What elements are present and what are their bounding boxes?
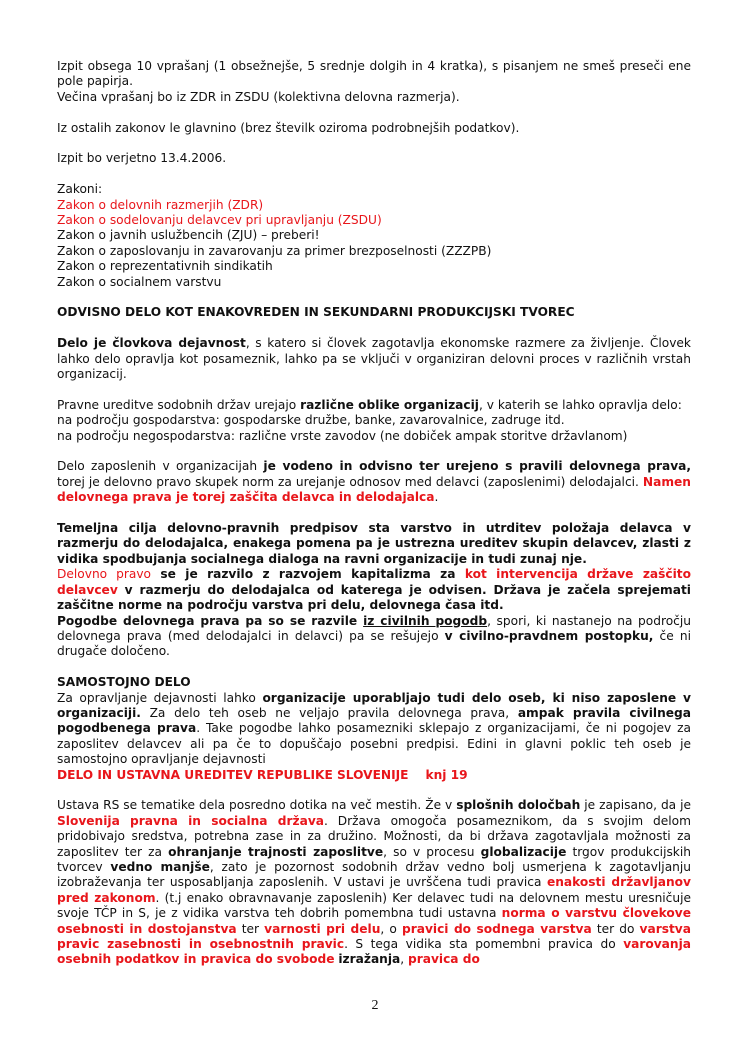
red-bold-phrase: norma o varstvu človekove osebnosti in dostojanstva [57, 906, 691, 936]
exam-date: Izpit bo verjetno 13.4.2006. [57, 151, 227, 166]
red-bold-phrase: varnosti pri delu [264, 921, 381, 936]
text: je zapisano, da je [580, 798, 691, 813]
red-phrase: Delovno pravo [57, 567, 152, 582]
text: Delo zaposlenih v organizacijah [57, 459, 264, 474]
exam-scope: Izpit obsega 10 vprašanj (1 obsežnejše, 5 srednje dolgih in 4 kratka), s pisanjem ne smeš preseči ene pole papirja. [57, 59, 691, 89]
bold-phrase: izražanja [338, 952, 401, 967]
paragraph [57, 614, 691, 660]
red-bold-phrase: kot intervencija države zaščito delavcev [57, 567, 691, 597]
bold-phrase: ampak pravila civilnega pogodbenega prava [57, 705, 691, 736]
text: . (t.j enako obravnavanje zaposlenih) Ker delavec tudi na delovnem mestu uresničuje svoje TČP in S, je z vidika varstva teh dobrih pomembna tudi ustavna [57, 890, 691, 921]
text: trgov produkcijskih tvorcev [57, 844, 691, 874]
red-bold-phrase: Slovenija pravna in socialna država [57, 813, 324, 828]
list-line: na področju gospodarstva: gospodarske družbe, banke, zavarovalnice, zadruge itd. [57, 413, 565, 428]
law-item: Zakon o reprezentativnih sindikatih [57, 259, 273, 274]
paragraph [57, 336, 691, 382]
paragraph [57, 691, 691, 768]
red-bold-phrase: pravica do [408, 952, 480, 967]
underlined-phrase: iz civilnih pogodb [363, 613, 488, 628]
text: , s katero si človek zagotavlja ekonomske razmere za življenje. Človek lahko delo opravlja kot posameznik, lahko pa se vključi v organiziran delovni proces v različnih vrstah organizacij. [57, 336, 691, 382]
document-page [57, 59, 691, 968]
text: , spori, ki nastanejo na področju delovnega prava (med delodajalci in delavci) pa se rešujejo [57, 613, 691, 643]
text: Za delo teh oseb ne veljajo pravila delovnega prava, [140, 705, 518, 720]
text: Ustava RS se tematike dela posredno dotika na več mestih. Že v [57, 798, 457, 813]
laws-heading: Zakoni: [57, 182, 103, 197]
bold-phrase: v razmerju do delodajalca od katerega je odvisen. Država je začela sprejemati zaščitne norme na področju varstva pri delu, delovnega časa itd. [57, 582, 691, 613]
section-heading-text: SAMOSTOJNO DELO [57, 675, 191, 690]
exam-main-laws: Večina vprašanj bo iz ZDR in ZSDU (kolektivna delovna razmerja). [57, 89, 460, 104]
page-number: 2 [371, 998, 379, 1013]
text: torej je delovno pravo skupek norm za urejanje odnosov med delavci (zaposlenimi) delodajalci. [57, 474, 643, 489]
law-item: Zakon o sodelovanju delavcev pri upravljanju (ZSDU) [57, 213, 382, 228]
paragraph [57, 798, 691, 967]
section-heading [57, 675, 691, 690]
text: . S tega vidika sta pomembni pravica do [344, 937, 624, 951]
red-bold-phrase: varstva pravic zasebnosti in osebnostnih pravic [57, 921, 691, 951]
bold-phrase: Delo je človkova dejavnost [57, 336, 246, 351]
text: . [434, 490, 439, 505]
law-item: Zakon o javnih uslužbencih (ZJU) – preberi! [57, 228, 320, 243]
section-heading [57, 768, 691, 783]
law-item: Zakon o delovnih razmerjih (ZDR) [57, 197, 264, 212]
text: ter do [591, 921, 640, 936]
bold-phrase: je vodeno in odvisno ter urejeno s pravili delovnega prava, [263, 459, 691, 474]
bold-phrase: Temeljna cilja delovno-pravnih predpisov sta varstvo in utrditev položaja delavca v razmerju do delodajalca, enakega pomena pa je ustrezna ureditev skupin delavcev, zlasti z vidika spodbujanja socialnega dialoga na ravni organizacije in tudi zunaj nje. [57, 521, 691, 566]
text: Pravne ureditve sodobnih držav urejajo [57, 397, 301, 412]
section-heading [57, 305, 691, 320]
bold-phrase: različne oblike organizacij [300, 397, 479, 412]
bold-phrase: splošnih določbah [456, 798, 581, 813]
red-bold-phrase: pravici do sodnega varstva [401, 921, 592, 936]
section-heading-text: DELO IN USTAVNA UREDITEV REPUBLIKE SLOVENIJE knj 19 [57, 767, 468, 782]
paragraph [57, 567, 691, 613]
text: , so v procesu [383, 844, 481, 859]
text: Za opravljanje dejavnosti lahko [57, 690, 263, 705]
text: ter [236, 921, 265, 936]
paragraph [57, 521, 691, 567]
red-bold-phrase: varovanja osebnih podatkov in pravica do svobode [57, 937, 691, 967]
text: . Država omogoča posameznikom, da s svojim delom pridobivajo sredstva, potrebna zase in za družino. Možnosti, da bi država zagotavljala možnosti za zaposlitev ter za [57, 813, 691, 859]
bold-phrase: se je razvilo z razvojem kapitalizma za [151, 567, 465, 582]
text: če ni drugače določeno. [57, 628, 691, 659]
bold-phrase: vedno manjše [110, 859, 210, 874]
paragraph [57, 398, 691, 413]
exam-other-laws: Iz ostalih zakonov le glavnino (brez številk oziroma podrobnejših podatkov). [57, 120, 520, 135]
bold-phrase: ohranjanje trajnosti zaposlitve [168, 844, 384, 859]
text: , v katerih se lahko opravlja delo: [478, 397, 682, 412]
bold-phrase: v civilno-pravdnem postopku, [444, 628, 654, 643]
list-line: na področju negospodarstva: različne vrste zavodov (ne dobiček ampak storitve državlanom) [57, 428, 628, 443]
text: , [400, 952, 408, 967]
text: . Take pogodbe lahko posamezniki sklepajo z organizacijami, če ni pogojev za zaposlitev delavcev ali pa če to dopuščajo posebni predpisi. Edini in glavni poklic teh oseb je samostojno opravljanje dejavnosti [57, 721, 691, 767]
bold-phrase: globalizacije [480, 844, 567, 859]
text: , o [380, 921, 402, 936]
bold-phrase: organizacije uporabljajo tudi delo oseb, ki niso zaposlene v organizaciji. [57, 690, 692, 720]
red-bold-phrase: enakosti državljanov pred zakonom [57, 875, 691, 905]
bold-phrase: Pogodbe delovnega prava pa so se razvile [57, 613, 364, 628]
text: , zato je pozornost sodobnih držav vedno bolj usmerjena k zagotavljanju izobraževanja ter usposabljanja zaposlenih. V ustavi je uvrščena tudi pravica [57, 859, 691, 890]
law-item: Zakon o zaposlovanju in zavarovanju za primer brezposelnosti (ZZZPB) [57, 243, 492, 258]
paragraph [57, 459, 691, 505]
red-bold-phrase: Namen delovnega prava je torej zaščita delavca in delodajalca [57, 474, 691, 505]
section-heading-text: ODVISNO DELO KOT ENAKOVREDEN IN SEKUNDARNI PRODUKCIJSKI TVOREC [57, 305, 575, 320]
law-item: Zakon o socialnem varstvu [57, 274, 222, 289]
